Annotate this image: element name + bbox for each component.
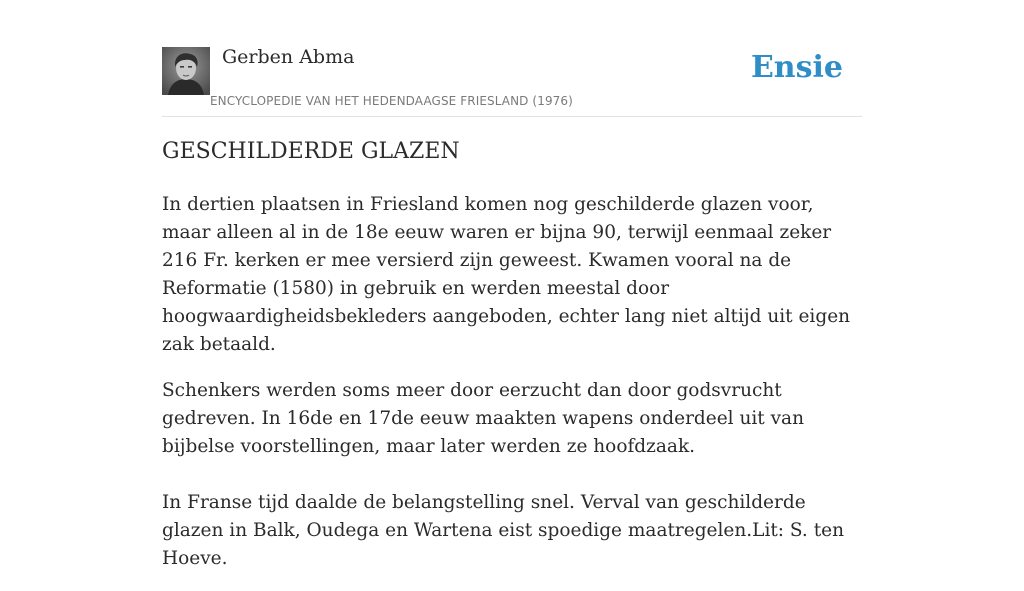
article-title: GESCHILDERDE GLAZEN <box>162 139 460 164</box>
paragraph: In Franse tijd daalde de belangstelling snel. Verval van geschilderde glazen in Balk, Oudega en Wartena eist spoedige maatregelen.Lit: S. ten Hoeve. <box>162 492 844 569</box>
paragraph: Schenkers werden soms meer door eerzucht dan door godsvrucht gedreven. In 16de en 17de eeuw maakten wapens onderdeel uit van bijbelse voorstellingen, maar later werden ze hoofdzaak. <box>162 380 804 457</box>
paragraph: In dertien plaatsen in Friesland komen nog geschilderde glazen voor, maar alleen al in de 18e eeuw waren er bijna 90, terwijl eenmaal zeker 216 Fr. kerken er mee versierd zijn geweest. Kwamen vooral na de Reformatie (1580) in gebruik en werden meestal door hoogwaardigheidsbekleders aangeboden, echter lang niet altijd uit eigen zak betaald. <box>162 194 851 355</box>
source-label[interactable]: ENCYCLOPEDIE VAN HET HEDENDAAGSE FRIESLAND (1976) <box>210 94 573 108</box>
article-header <box>162 44 862 117</box>
author-name[interactable]: Gerben Abma <box>222 46 355 68</box>
brand-logo[interactable]: Ensie <box>750 50 843 85</box>
author-avatar[interactable] <box>162 47 210 95</box>
article-body <box>162 191 867 591</box>
author-portrait-image <box>162 47 210 95</box>
